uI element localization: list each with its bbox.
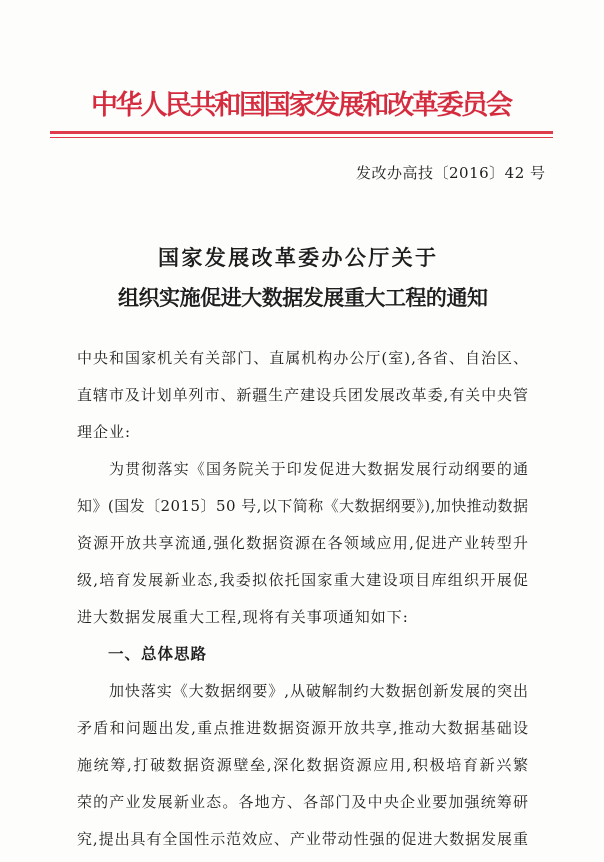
- paragraph-line: 知》(国发〔2015〕50 号,以下简称《大数据纲要》),加快推动数据: [77, 497, 529, 515]
- addressee-line: 理企业:: [77, 423, 132, 441]
- title-line-1: 国家发展改革委办公厅关于: [158, 245, 439, 270]
- paragraph-line: 矛盾和问题出发,重点推进数据资源开放共享,推动大数据基础设: [77, 719, 530, 737]
- paragraph-line: 为贯彻落实《国务院关于印发促进大数据发展行动纲要的通: [109, 460, 530, 478]
- document-number: 发改办高技〔2016〕42 号: [356, 164, 546, 182]
- paragraph-line: 进大数据发展重大工程,现将有关事项通知如下:: [77, 608, 409, 626]
- paragraph-line: 施统筹,打破数据资源壁垒,深化数据资源应用,积极培育新兴繁: [77, 756, 530, 774]
- addressee-line: 直辖市及计划单列市、新疆生产建设兵团发展改革委,有关中央管: [77, 386, 529, 404]
- red-rule-thick: [50, 131, 553, 134]
- paragraph-line: 荣的产业发展新业态。各地方、各部门及中央企业要加强统筹研: [77, 793, 530, 811]
- paragraph-line: 资源开放共享流通,强化数据资源在各领域应用,促进产业转型升: [77, 534, 530, 552]
- section-heading: 一、总体思路: [108, 645, 208, 663]
- issuing-authority-header: 中华人民共和国国家发展和改革委员会: [91, 90, 511, 121]
- paragraph-line: 究,提出具有全国性示范效应、产业带动性强的促进大数据发展重: [77, 830, 529, 848]
- addressee-line: 中央和国家机关有关部门、直属机构办公厅(室),各省、自治区、: [77, 349, 530, 367]
- paragraph-line: 级,培育发展新业态,我委拟依托国家重大建设项目库组织开展促: [77, 571, 530, 589]
- paragraph-line: 加快落实《大数据纲要》,从破解制约大数据创新发展的突出: [109, 682, 529, 700]
- red-rule-thin: [50, 137, 553, 138]
- title-line-2: 组织实施促进大数据发展重大工程的通知: [118, 285, 488, 310]
